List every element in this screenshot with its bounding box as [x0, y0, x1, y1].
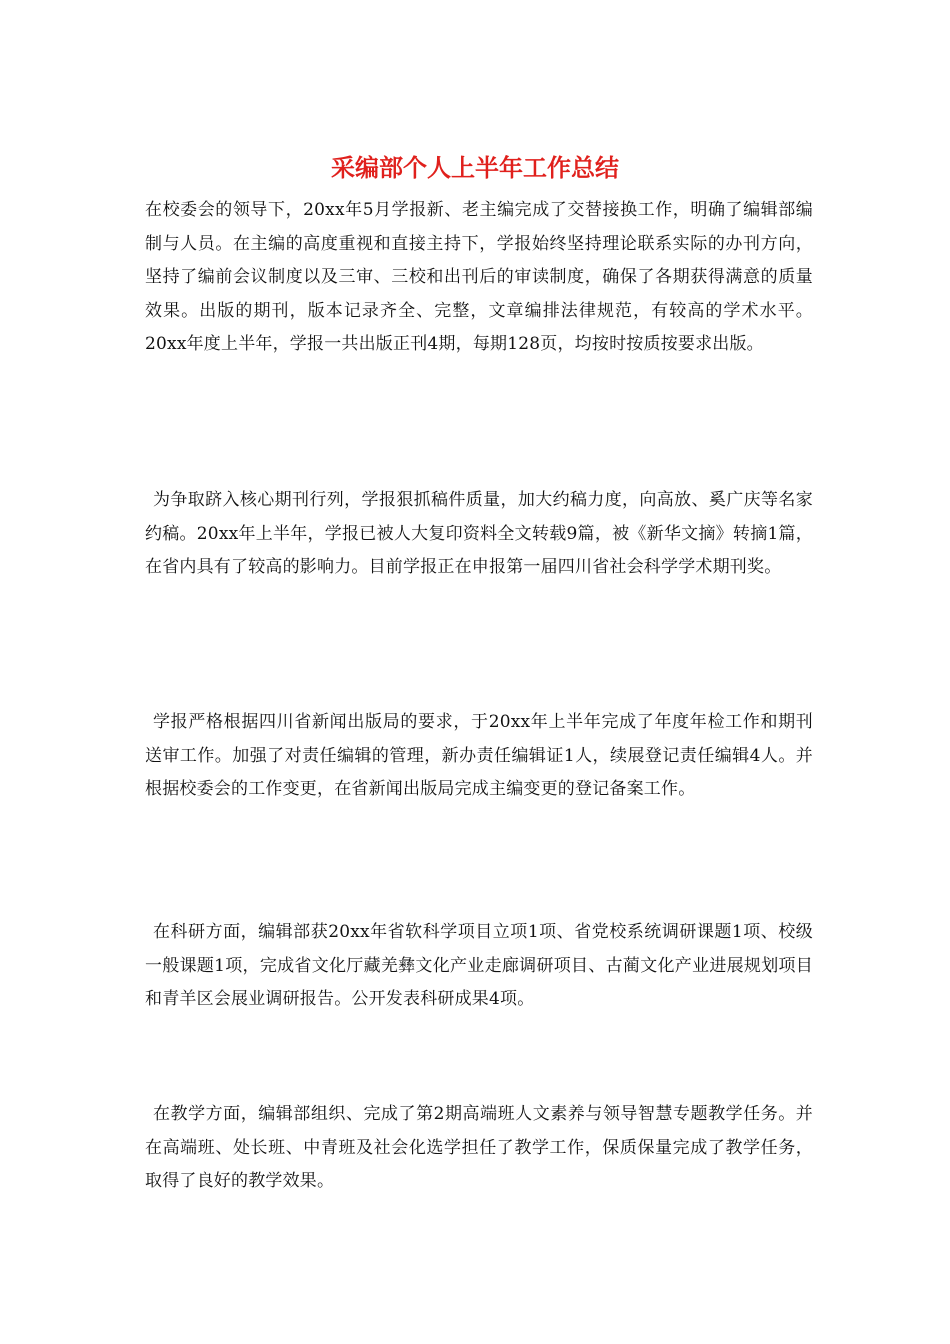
- paragraph-research: 在科研方面，编辑部获20xx年省软科学项目立项1项、省党校系统调研课题1项、校级一般课题1项，完成省文化厅藏羌彝文化产业走廊调研项目、古蔺文化产业进展规划项目和青羊区会展业调研报告。公开发表科研成果4项。: [145, 922, 813, 1009]
- document-title: 采编部个人上半年工作总结: [331, 153, 619, 182]
- paragraph-annual-inspection: 学报严格根据四川省新闻出版局的要求，于20xx年上半年完成了年度年检工作和期刊送审工作。加强了对责任编辑的管理，新办责任编辑证1人，续展登记责任编辑4人。并根据校委会的工作变更，在省新闻出版局完成主编变更的登记备案工作。: [145, 712, 813, 799]
- paragraph-editorial-handover: 在校委会的领导下，20xx年5月学报新、老主编完成了交替接换工作，明确了编辑部编制与人员。在主编的高度重视和直接主持下，学报始终坚持理论联系实际的办刊方向，坚持了编前会议制度以及三审、三校和出刊后的审读制度，确保了各期获得满意的质量效果。出版的期刊，版本记录齐全、完整，文章编排法律规范，有较高的学术水平。20xx年度上半年，学报一共出版正刊4期，每期128页，均按时按质按要求出版。: [145, 200, 813, 354]
- paragraph-teaching: 在教学方面，编辑部组织、完成了第2期高端班人文素养与领导智慧专题教学任务。并在高端班、处长班、中青班及社会化选学担任了教学工作，保质保量完成了教学任务，取得了良好的教学效果。: [145, 1104, 813, 1191]
- paragraph-core-journal: 为争取跻入核心期刊行列，学报狠抓稿件质量，加大约稿力度，向高放、奚广庆等名家约稿。20xx年上半年，学报已被人大复印资料全文转载9篇，被《新华文摘》转摘1篇，在省内具有了较高的影响力。目前学报正在申报第一届四川省社会科学学术期刊奖。: [145, 490, 813, 577]
